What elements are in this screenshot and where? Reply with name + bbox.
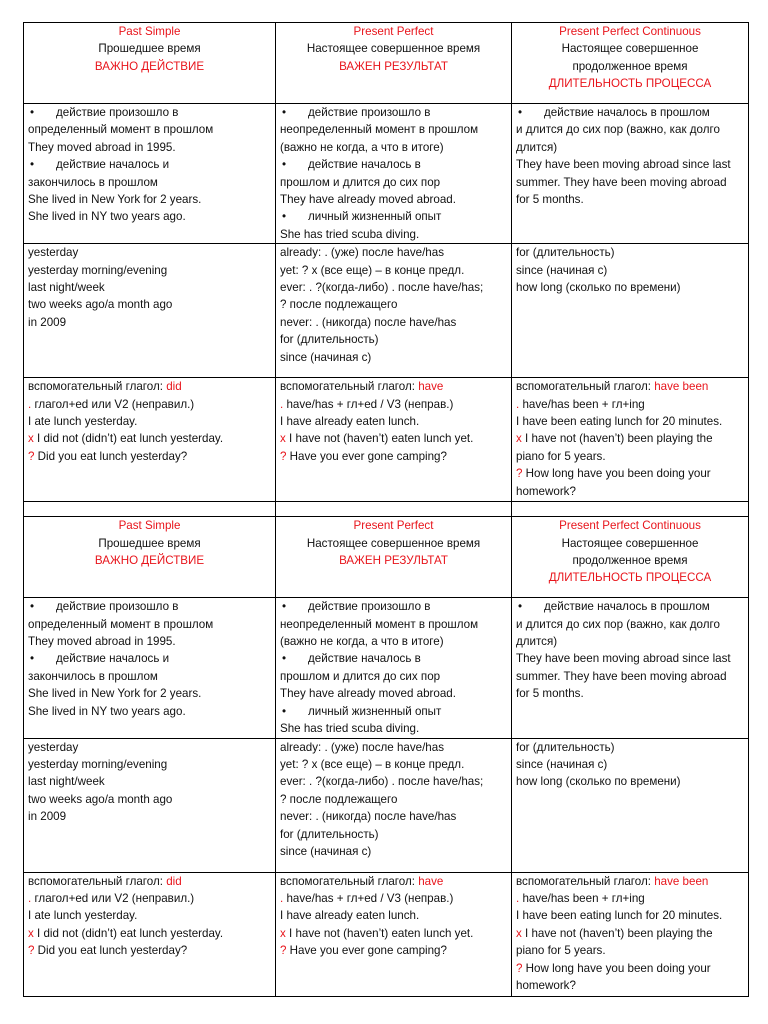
affirmative-rule: глагол+ed или V2 (неправил.) — [31, 397, 195, 411]
tense-title: Present Perfect Continuous — [559, 519, 701, 533]
tense-subtitle: Прошедшее время — [98, 42, 201, 56]
affirmative-rule: have/has been + гл+ing — [519, 397, 645, 411]
affirmative-example: I have been eating lunch for 20 minutes. — [516, 909, 723, 923]
time-marker: for (длительность) — [516, 246, 615, 260]
question-example: Did you eat lunch yesterday? — [34, 944, 188, 958]
question-mark: ? — [28, 449, 35, 463]
bullet-icon: • — [282, 106, 287, 119]
bullet-icon: • — [518, 600, 523, 614]
tense-emphasis: ВАЖНО ДЕЙСТВИЕ — [94, 554, 205, 568]
tense-comparison-sheet — [23, 22, 748, 997]
negative-mark: x — [280, 926, 286, 940]
affirmative-mark: . — [516, 397, 520, 411]
header-row — [24, 517, 749, 598]
markers-present-perfect — [276, 244, 512, 378]
time-marker: ? после подлежащего — [280, 792, 398, 806]
markers-past-simple — [24, 244, 276, 378]
usage-rule: действие произошло в — [308, 600, 431, 614]
affirmative-example: I have already eaten lunch. — [280, 415, 420, 429]
usage-rule: действие началось в — [308, 158, 421, 172]
time-marker: in 2009 — [28, 315, 67, 329]
usage-rule: закончилось в прошлом — [28, 669, 158, 683]
usage-rule: закончилось в прошлом — [28, 175, 158, 189]
aux-verb: have — [418, 874, 444, 888]
time-marker: yesterday — [28, 740, 79, 754]
usage-example: She has tried scuba diving. — [280, 722, 420, 736]
aux-label: вспомогательный глагол: — [516, 380, 655, 394]
negative-mark: x — [516, 432, 522, 446]
bullet-icon: • — [282, 210, 287, 224]
bullet-icon: • — [30, 652, 35, 666]
usage-example: They moved abroad in 1995. — [28, 140, 176, 154]
aux-label: вспомогательный глагол: — [280, 380, 419, 394]
usage-example: for 5 months. — [516, 193, 584, 207]
bullet-icon: • — [30, 158, 35, 172]
time-marker: ever: . ?(когда-либо) . после have/has; — [280, 281, 484, 295]
negative-example: I have not (haven’t) been playing the — [521, 926, 713, 940]
forms-present-perfect — [276, 378, 512, 502]
negative-example: I have not (haven’t) eaten lunch yet. — [285, 926, 474, 940]
negative-example: piano for 5 years. — [516, 449, 606, 463]
aux-label: вспомогательный глагол: — [28, 380, 167, 394]
usage-rule: личный жизненный опыт — [308, 210, 442, 224]
usage-example: She lived in New York for 2 years. — [28, 687, 202, 701]
usage-rule: неопределенный момент в прошлом — [280, 617, 479, 631]
header-present-perfect-continuous — [512, 517, 749, 598]
usage-rule: действие началось в — [308, 652, 421, 666]
affirmative-rule: have/has + гл+ed / V3 (неправ.) — [283, 397, 454, 411]
bullet-icon: • — [518, 106, 523, 119]
markers-present-perfect-continuous — [512, 738, 749, 872]
aux-label: вспомогательный глагол: — [28, 874, 167, 888]
tense-subtitle: Настоящее совершенное — [561, 42, 699, 56]
time-marker: never: . (никогда) после have/has — [280, 315, 457, 329]
forms-past-simple — [24, 378, 276, 502]
tense-table — [23, 22, 749, 997]
markers-row — [24, 738, 749, 872]
usage-example: They have been moving abroad since last — [516, 652, 731, 666]
bullet-icon: • — [30, 106, 35, 119]
time-marker: since (начиная с) — [516, 757, 608, 771]
tense-title: Past Simple — [118, 519, 181, 533]
usage-rule: (важно не когда, а что в итоге) — [280, 635, 444, 649]
time-marker: already: . (уже) после have/has — [280, 246, 444, 260]
question-example: Have you ever gone camping? — [286, 449, 447, 463]
usage-rule: определенный момент в прошлом — [28, 617, 214, 631]
tense-subtitle: Настоящее совершенное — [561, 536, 699, 550]
usage-present-perfect — [276, 104, 512, 244]
usage-rule: и длится до сих пор (важно, как долго — [516, 617, 720, 631]
tense-title: Present Perfect — [353, 25, 434, 38]
time-marker: since (начиная с) — [280, 844, 372, 858]
negative-mark: x — [28, 432, 34, 446]
tense-subtitle: Настоящее совершенное время — [306, 42, 481, 56]
usage-rule: (важно не когда, а что в итоге) — [280, 140, 444, 154]
usage-rule: прошлом и длится до сих пор — [280, 669, 441, 683]
tense-title: Present Perfect Continuous — [559, 25, 701, 38]
tense-title: Past Simple — [118, 25, 181, 38]
tense-emphasis: ДЛИТЕЛЬНОСТЬ ПРОЦЕССА — [548, 571, 712, 585]
markers-past-simple — [24, 738, 276, 872]
header-past-simple — [24, 23, 276, 104]
tense-emphasis: ВАЖНО ДЕЙСТВИЕ — [94, 59, 205, 73]
bullet-icon: • — [282, 158, 287, 172]
usage-rule: прошлом и длится до сих пор — [280, 175, 441, 189]
tense-subtitle: продолженное время — [572, 59, 688, 73]
usage-example: for 5 months. — [516, 687, 584, 701]
usage-rule: действие началось и — [56, 652, 170, 666]
usage-example: They moved abroad in 1995. — [28, 635, 176, 649]
spacer-row — [24, 502, 749, 517]
affirmative-rule: have/has been + гл+ing — [519, 891, 645, 905]
time-marker: never: . (никогда) после have/has — [280, 810, 457, 824]
affirmative-mark: . — [280, 397, 284, 411]
bullet-icon: • — [282, 652, 287, 666]
tense-emphasis: ВАЖЕН РЕЗУЛЬТАТ — [339, 554, 448, 568]
usage-example: They have already moved abroad. — [280, 687, 456, 701]
aux-label: вспомогательный глагол: — [280, 874, 419, 888]
negative-example: I have not (haven’t) eaten lunch yet. — [285, 432, 474, 446]
forms-past-simple — [24, 872, 276, 996]
affirmative-example: I have been eating lunch for 20 minutes. — [516, 415, 723, 429]
usage-present-perfect-continuous — [512, 104, 749, 244]
affirmative-mark: . — [28, 397, 32, 411]
bullet-icon: • — [282, 704, 287, 718]
affirmative-mark: . — [516, 891, 520, 905]
usage-rule: действие началось и — [56, 158, 170, 172]
question-mark: ? — [516, 961, 523, 975]
negative-mark: x — [280, 432, 286, 446]
time-marker: already: . (уже) после have/has — [280, 740, 444, 754]
header-row — [24, 23, 749, 104]
usage-example: She has tried scuba diving. — [280, 227, 420, 241]
usage-rule: действие произошло в — [56, 106, 179, 119]
usage-example: She lived in New York for 2 years. — [28, 193, 202, 207]
usage-example: She lived in NY two years ago. — [28, 210, 186, 224]
question-example: homework? — [516, 978, 576, 992]
time-marker: since (начиная с) — [280, 350, 372, 364]
usage-rule: неопределенный момент в прошлом — [280, 123, 479, 137]
negative-example: I did not (didn’t) eat lunch yesterday. — [33, 926, 224, 940]
time-marker: for (длительность) — [516, 740, 615, 754]
usage-rule: личный жизненный опыт — [308, 704, 442, 718]
time-marker: how long (сколько по времени) — [516, 281, 681, 295]
question-mark: ? — [516, 467, 523, 481]
aux-verb: did — [166, 874, 182, 888]
time-marker: two weeks ago/a month ago — [28, 792, 173, 806]
usage-rule: длится) — [516, 140, 558, 154]
time-marker: since (начиная с) — [516, 263, 608, 277]
usage-row — [24, 598, 749, 738]
time-marker: yesterday — [28, 246, 79, 260]
question-mark: ? — [280, 944, 287, 958]
header-past-simple — [24, 517, 276, 598]
usage-rule: действие произошло в — [308, 106, 431, 119]
tense-emphasis: ВАЖЕН РЕЗУЛЬТАТ — [339, 59, 448, 73]
question-mark: ? — [280, 449, 287, 463]
affirmative-example: I ate lunch yesterday. — [28, 415, 138, 429]
question-example: How long have you been doing your — [522, 467, 711, 481]
tense-subtitle: Настоящее совершенное время — [306, 536, 481, 550]
affirmative-example: I ate lunch yesterday. — [28, 909, 138, 923]
usage-rule: действие началось в прошлом — [544, 600, 710, 614]
bullet-icon: • — [30, 600, 35, 614]
forms-row — [24, 378, 749, 502]
forms-present-perfect — [276, 872, 512, 996]
negative-example: piano for 5 years. — [516, 944, 606, 958]
question-example: homework? — [516, 484, 576, 498]
usage-example: summer. They have been moving abroad — [516, 669, 727, 683]
aux-verb: did — [166, 380, 182, 394]
tense-subtitle: продолженное время — [572, 554, 688, 568]
tense-emphasis: ДЛИТЕЛЬНОСТЬ ПРОЦЕССА — [548, 77, 712, 91]
usage-rule: и длится до сих пор (важно, как долго — [516, 123, 720, 137]
tense-title: Present Perfect — [353, 519, 434, 533]
time-marker: yet: ? x (все еще) – в конце предл. — [280, 757, 465, 771]
time-marker: ever: . ?(когда-либо) . после have/has; — [280, 775, 484, 789]
tense-subtitle: Прошедшее время — [98, 536, 201, 550]
usage-example: They have been moving abroad since last — [516, 158, 731, 172]
time-marker: how long (сколько по времени) — [516, 775, 681, 789]
usage-rule: действие началось в прошлом — [544, 106, 710, 119]
usage-example: They have already moved abroad. — [280, 193, 456, 207]
affirmative-mark: . — [28, 891, 32, 905]
header-present-perfect — [276, 517, 512, 598]
forms-present-perfect-continuous — [512, 378, 749, 502]
usage-rule: определенный момент в прошлом — [28, 123, 214, 137]
time-marker: two weeks ago/a month ago — [28, 298, 173, 312]
forms-present-perfect-continuous — [512, 872, 749, 996]
aux-verb: have — [418, 380, 444, 394]
markers-row — [24, 244, 749, 378]
time-marker: for (длительность) — [280, 827, 379, 841]
negative-mark: x — [28, 926, 34, 940]
time-marker: in 2009 — [28, 810, 67, 824]
bullet-icon: • — [282, 600, 287, 614]
question-example: Did you eat lunch yesterday? — [34, 449, 188, 463]
question-mark: ? — [28, 944, 35, 958]
usage-rule: длится) — [516, 635, 558, 649]
negative-example: I have not (haven’t) been playing the — [521, 432, 713, 446]
affirmative-example: I have already eaten lunch. — [280, 909, 420, 923]
affirmative-rule: глагол+ed или V2 (неправил.) — [31, 891, 195, 905]
time-marker: last night/week — [28, 281, 105, 295]
question-example: Have you ever gone camping? — [286, 944, 447, 958]
markers-present-perfect-continuous — [512, 244, 749, 378]
negative-example: I did not (didn’t) eat lunch yesterday. — [33, 432, 224, 446]
usage-example: summer. They have been moving abroad — [516, 175, 727, 189]
affirmative-mark: . — [280, 891, 284, 905]
usage-past-simple — [24, 598, 276, 738]
time-marker: yesterday morning/evening — [28, 757, 168, 771]
aux-verb: have been — [654, 874, 709, 888]
usage-present-perfect — [276, 598, 512, 738]
header-present-perfect — [276, 23, 512, 104]
time-marker: last night/week — [28, 775, 105, 789]
aux-verb: have been — [654, 380, 709, 394]
usage-rule: действие произошло в — [56, 600, 179, 614]
time-marker: for (длительность) — [280, 333, 379, 347]
usage-present-perfect-continuous — [512, 598, 749, 738]
time-marker: yesterday morning/evening — [28, 263, 168, 277]
question-example: How long have you been doing your — [522, 961, 711, 975]
usage-example: She lived in NY two years ago. — [28, 704, 186, 718]
markers-present-perfect — [276, 738, 512, 872]
negative-mark: x — [516, 926, 522, 940]
header-present-perfect-continuous — [512, 23, 749, 104]
time-marker: yet: ? x (все еще) – в конце предл. — [280, 263, 465, 277]
time-marker: ? после подлежащего — [280, 298, 398, 312]
usage-past-simple — [24, 104, 276, 244]
usage-row — [24, 104, 749, 244]
affirmative-rule: have/has + гл+ed / V3 (неправ.) — [283, 891, 454, 905]
forms-row — [24, 872, 749, 996]
aux-label: вспомогательный глагол: — [516, 874, 655, 888]
